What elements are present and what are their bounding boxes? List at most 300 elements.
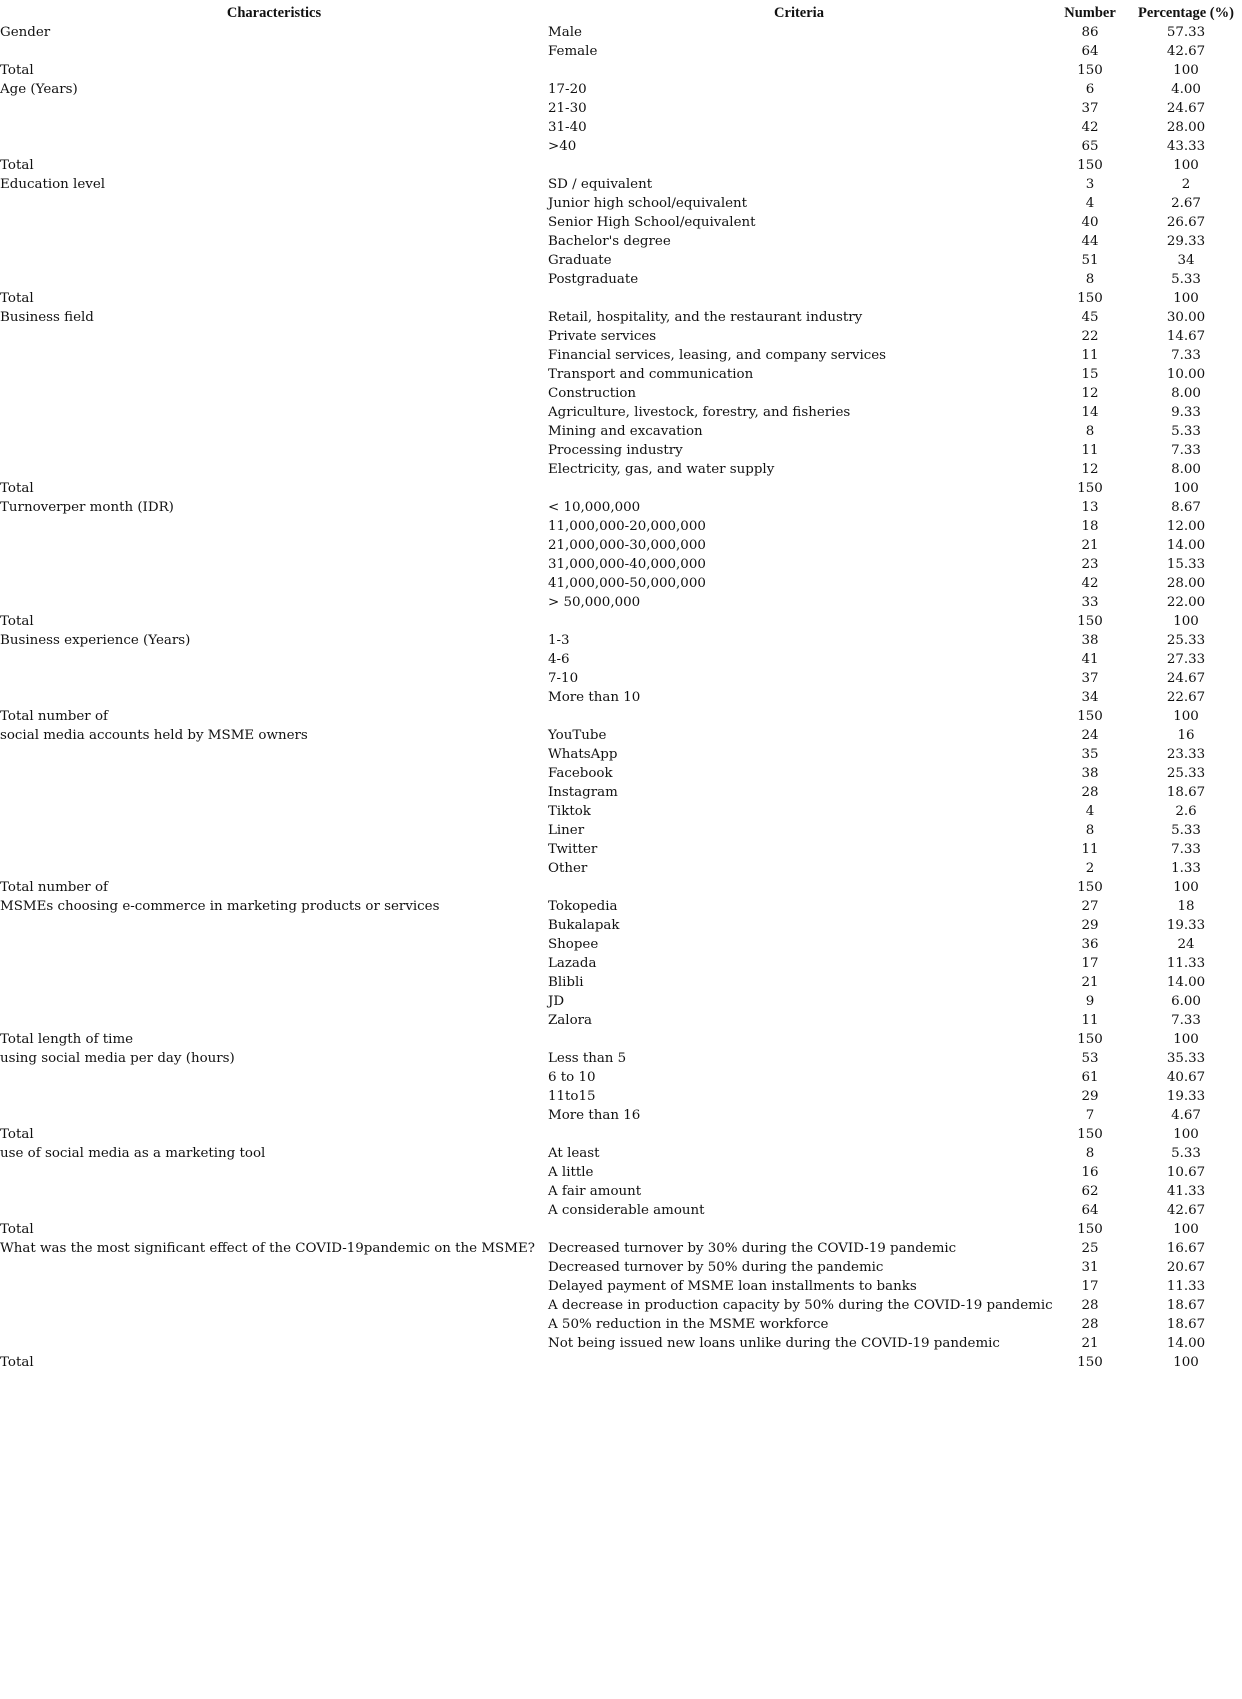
number-cell: 64 <box>1081 1203 1099 1218</box>
number-cell: 150 <box>1077 709 1103 724</box>
number-cell: 28 <box>1081 1298 1099 1313</box>
characteristic-cell <box>0 1163 548 1182</box>
number-cell: 13 <box>1081 500 1099 515</box>
criteria-cell: Construction <box>548 386 637 401</box>
percentage-cell: 12.00 <box>1166 519 1206 534</box>
percentage-cell: 42.67 <box>1166 44 1206 59</box>
percentage-cell: 8.67 <box>1171 500 1201 515</box>
criteria-cell: YouTube <box>548 728 607 743</box>
table-row <box>0 289 1242 308</box>
percentage-cell: 100 <box>1173 1032 1199 1047</box>
table-row <box>0 1182 1242 1201</box>
criteria-cell <box>548 156 1050 175</box>
criteria-cell: Not being issued new loans unlike during the COVID-19 pandemic <box>548 1336 1000 1351</box>
criteria-cell <box>548 1030 1050 1049</box>
criteria-cell: Decreased turnover by 50% during the pandemic <box>548 1260 884 1275</box>
number-cell: 53 <box>1081 1051 1099 1066</box>
criteria-cell: Zalora <box>548 1013 593 1028</box>
table-row <box>0 156 1242 175</box>
characteristic-cell <box>0 593 548 612</box>
number-cell: 8 <box>1085 823 1095 838</box>
characteristic-cell: Business field <box>0 310 94 325</box>
characteristic-cell <box>0 1106 548 1125</box>
criteria-cell: 4-6 <box>548 652 570 667</box>
table-row <box>0 973 1242 992</box>
number-cell: 16 <box>1081 1165 1099 1180</box>
percentage-cell: 10.67 <box>1166 1165 1206 1180</box>
number-cell: 28 <box>1081 785 1099 800</box>
characteristic-cell <box>0 517 548 536</box>
characteristic-cell <box>0 954 548 973</box>
percentage-cell: 24 <box>1177 937 1195 952</box>
characteristic-cell <box>0 99 548 118</box>
number-cell: 2 <box>1085 861 1095 876</box>
characteristic-cell <box>0 764 548 783</box>
table-row <box>0 859 1242 878</box>
number-cell: 35 <box>1081 747 1099 762</box>
criteria-cell: 11to15 <box>548 1089 596 1104</box>
table-row <box>0 536 1242 555</box>
percentage-cell: 11.33 <box>1166 1279 1206 1294</box>
table-row <box>0 878 1242 897</box>
table-row <box>0 1353 1242 1372</box>
number-cell: 150 <box>1077 614 1103 629</box>
percentage-cell: 100 <box>1173 709 1199 724</box>
criteria-cell: Facebook <box>548 766 613 781</box>
criteria-cell: Twitter <box>548 842 598 857</box>
number-cell: 15 <box>1081 367 1099 382</box>
criteria-cell <box>548 707 1050 726</box>
percentage-cell: 14.00 <box>1166 975 1206 990</box>
number-cell: 6 <box>1085 82 1095 97</box>
number-cell: 44 <box>1081 234 1099 249</box>
number-cell: 36 <box>1081 937 1099 952</box>
table-row <box>0 935 1242 954</box>
number-cell: 61 <box>1081 1070 1099 1085</box>
criteria-cell: 1-3 <box>548 633 570 648</box>
criteria-cell: A fair amount <box>548 1184 642 1199</box>
table-row <box>0 612 1242 631</box>
number-cell: 3 <box>1085 177 1095 192</box>
characteristic-cell <box>0 1258 548 1277</box>
table-row <box>0 555 1242 574</box>
characteristic-cell: Total length of time <box>0 1032 134 1047</box>
number-cell: 21 <box>1081 1336 1099 1351</box>
table-row <box>0 365 1242 384</box>
percentage-cell: 23.33 <box>1166 747 1206 762</box>
criteria-cell: Other <box>548 861 588 876</box>
criteria-cell: > 50,000,000 <box>548 595 641 610</box>
number-cell: 65 <box>1081 139 1099 154</box>
characteristic-cell: Total number of <box>0 880 108 895</box>
percentage-cell: 10.00 <box>1166 367 1206 382</box>
percentage-cell: 41.33 <box>1166 1184 1206 1199</box>
characteristic-cell: Education level <box>0 177 106 192</box>
characteristic-cell <box>0 403 548 422</box>
table-row <box>0 42 1242 61</box>
table-row <box>0 1087 1242 1106</box>
number-cell: 7 <box>1085 1108 1095 1123</box>
criteria-cell: 31,000,000-40,000,000 <box>548 557 706 572</box>
table-row <box>0 270 1242 289</box>
characteristic-cell <box>0 1334 548 1353</box>
criteria-cell: Retail, hospitality, and the restaurant industry <box>548 310 863 325</box>
criteria-cell: Delayed payment of MSME loan installments to banks <box>548 1279 917 1294</box>
respondent-characteristics-table <box>0 4 1242 1372</box>
percentage-cell: 28.00 <box>1166 120 1206 135</box>
table-body <box>0 23 1242 1372</box>
percentage-cell: 19.33 <box>1166 1089 1206 1104</box>
percentage-cell: 18.67 <box>1166 1317 1206 1332</box>
table-row <box>0 802 1242 821</box>
percentage-cell: 24.67 <box>1166 671 1206 686</box>
criteria-cell: A little <box>548 1165 594 1180</box>
table-row <box>0 346 1242 365</box>
percentage-cell: 35.33 <box>1166 1051 1206 1066</box>
criteria-cell: 17-20 <box>548 82 587 97</box>
table-row <box>0 669 1242 688</box>
criteria-cell: 41,000,000-50,000,000 <box>548 576 706 591</box>
characteristic-cell <box>0 118 548 137</box>
table-row <box>0 840 1242 859</box>
table-header-row <box>0 4 1242 23</box>
percentage-cell: 9.33 <box>1171 405 1201 420</box>
number-cell: 40 <box>1081 215 1099 230</box>
criteria-cell: At least <box>548 1146 600 1161</box>
number-cell: 62 <box>1081 1184 1099 1199</box>
percentage-cell: 40.67 <box>1166 1070 1206 1085</box>
percentage-cell: 100 <box>1173 880 1199 895</box>
criteria-cell: More than 16 <box>548 1108 641 1123</box>
number-cell: 150 <box>1077 1355 1103 1370</box>
header-characteristics: Characteristics <box>226 5 322 21</box>
criteria-cell: JD <box>548 994 565 1009</box>
percentage-cell: 27.33 <box>1166 652 1206 667</box>
characteristic-cell <box>0 441 548 460</box>
criteria-cell: Decreased turnover by 30% during the COVID-19 pandemic <box>548 1241 957 1256</box>
criteria-cell: Processing industry <box>548 443 683 458</box>
criteria-cell <box>548 479 1050 498</box>
percentage-cell: 100 <box>1173 291 1199 306</box>
characteristic-cell: Total <box>0 481 34 496</box>
percentage-cell: 7.33 <box>1171 842 1201 857</box>
characteristic-cell <box>0 536 548 555</box>
table-row <box>0 1315 1242 1334</box>
table-row <box>0 1106 1242 1125</box>
characteristic-cell <box>0 992 548 1011</box>
number-cell: 42 <box>1081 120 1099 135</box>
table-row <box>0 745 1242 764</box>
percentage-cell: 100 <box>1173 158 1199 173</box>
characteristic-cell: Age (Years) <box>0 82 78 97</box>
criteria-cell: Transport and communication <box>548 367 754 382</box>
criteria-cell: Less than 5 <box>548 1051 627 1066</box>
number-cell: 11 <box>1081 1013 1099 1028</box>
percentage-cell: 2.67 <box>1171 196 1201 211</box>
percentage-cell: 29.33 <box>1166 234 1206 249</box>
number-cell: 4 <box>1085 196 1095 211</box>
criteria-cell: Bukalapak <box>548 918 620 933</box>
characteristic-cell: Turnoverper month (IDR) <box>0 500 174 515</box>
criteria-cell: Graduate <box>548 253 612 268</box>
percentage-cell: 2.6 <box>1175 804 1197 819</box>
criteria-cell: Senior High School/equivalent <box>548 215 756 230</box>
number-cell: 42 <box>1081 576 1099 591</box>
table-row <box>0 175 1242 194</box>
table-row <box>0 118 1242 137</box>
characteristic-cell <box>0 935 548 954</box>
number-cell: 31 <box>1081 1260 1099 1275</box>
number-cell: 28 <box>1081 1317 1099 1332</box>
number-cell: 33 <box>1081 595 1099 610</box>
characteristic-cell <box>0 802 548 821</box>
table-row <box>0 897 1242 916</box>
number-cell: 34 <box>1081 690 1099 705</box>
number-cell: 150 <box>1077 291 1103 306</box>
table-row <box>0 194 1242 213</box>
table-row <box>0 707 1242 726</box>
table-row <box>0 1049 1242 1068</box>
number-cell: 150 <box>1077 158 1103 173</box>
percentage-cell: 11.33 <box>1166 956 1206 971</box>
number-cell: 37 <box>1081 101 1099 116</box>
percentage-cell: 16 <box>1177 728 1195 743</box>
number-cell: 51 <box>1081 253 1099 268</box>
characteristic-cell <box>0 384 548 403</box>
characteristic-cell <box>0 821 548 840</box>
percentage-cell: 5.33 <box>1171 272 1201 287</box>
table-row <box>0 61 1242 80</box>
criteria-cell: More than 10 <box>548 690 641 705</box>
criteria-cell: Lazada <box>548 956 597 971</box>
characteristic-cell: Total <box>0 1222 34 1237</box>
number-cell: 38 <box>1081 633 1099 648</box>
characteristic-cell <box>0 688 548 707</box>
table-row <box>0 327 1242 346</box>
number-cell: 14 <box>1081 405 1099 420</box>
characteristic-cell <box>0 574 548 593</box>
table-row <box>0 384 1242 403</box>
table-row <box>0 1125 1242 1144</box>
criteria-cell: Electricity, gas, and water supply <box>548 462 775 477</box>
table-row <box>0 498 1242 517</box>
percentage-cell: 14.00 <box>1166 538 1206 553</box>
number-cell: 8 <box>1085 424 1095 439</box>
number-cell: 17 <box>1081 956 1099 971</box>
criteria-cell: 11,000,000-20,000,000 <box>548 519 706 534</box>
table-row <box>0 1334 1242 1353</box>
characteristic-cell <box>0 1201 548 1220</box>
characteristic-cell <box>0 555 548 574</box>
characteristic-cell <box>0 422 548 441</box>
table-row <box>0 1163 1242 1182</box>
percentage-cell: 8.00 <box>1171 462 1201 477</box>
criteria-cell: Financial services, leasing, and company services <box>548 348 887 363</box>
percentage-cell: 16.67 <box>1166 1241 1206 1256</box>
table-row <box>0 764 1242 783</box>
number-cell: 23 <box>1081 557 1099 572</box>
number-cell: 17 <box>1081 1279 1099 1294</box>
criteria-cell: Bachelor's degree <box>548 234 671 249</box>
criteria-cell: Male <box>548 25 582 40</box>
percentage-cell: 34 <box>1177 253 1195 268</box>
criteria-cell <box>548 289 1050 308</box>
characteristic-cell <box>0 1277 548 1296</box>
percentage-cell: 6.00 <box>1171 994 1201 1009</box>
characteristic-cell <box>0 916 548 935</box>
criteria-cell: 31-40 <box>548 120 587 135</box>
table-row <box>0 783 1242 802</box>
criteria-cell: Tokopedia <box>548 899 618 914</box>
table-row <box>0 80 1242 99</box>
characteristic-cell: Total <box>0 158 34 173</box>
percentage-cell: 18.67 <box>1166 1298 1206 1313</box>
percentage-cell: 4.00 <box>1171 82 1201 97</box>
table-row <box>0 517 1242 536</box>
number-cell: 64 <box>1081 44 1099 59</box>
table-row <box>0 631 1242 650</box>
percentage-cell: 24.67 <box>1166 101 1206 116</box>
percentage-cell: 15.33 <box>1166 557 1206 572</box>
table-row <box>0 460 1242 479</box>
characteristic-cell <box>0 137 548 156</box>
characteristic-cell <box>0 346 548 365</box>
table-row <box>0 137 1242 156</box>
percentage-cell: 14.67 <box>1166 329 1206 344</box>
percentage-cell: 43.33 <box>1166 139 1206 154</box>
percentage-cell: 100 <box>1173 1127 1199 1142</box>
table-row <box>0 593 1242 612</box>
number-cell: 22 <box>1081 329 1099 344</box>
characteristic-cell <box>0 365 548 384</box>
number-cell: 150 <box>1077 481 1103 496</box>
table-row <box>0 479 1242 498</box>
table-row <box>0 213 1242 232</box>
percentage-cell: 4.67 <box>1171 1108 1201 1123</box>
table-row <box>0 1201 1242 1220</box>
percentage-cell: 19.33 <box>1166 918 1206 933</box>
percentage-cell: 18 <box>1177 899 1195 914</box>
percentage-cell: 18.67 <box>1166 785 1206 800</box>
characteristic-cell: Total <box>0 63 34 78</box>
criteria-cell: >40 <box>548 139 577 154</box>
criteria-cell <box>548 1125 1050 1144</box>
characteristic-cell <box>0 213 548 232</box>
percentage-cell: 100 <box>1173 1355 1199 1370</box>
characteristic-cell <box>0 251 548 270</box>
table-row <box>0 1011 1242 1030</box>
criteria-cell: < 10,000,000 <box>548 500 641 515</box>
table-row <box>0 308 1242 327</box>
table-row <box>0 441 1242 460</box>
criteria-cell: 21-30 <box>548 101 587 116</box>
table-row <box>0 821 1242 840</box>
percentage-cell: 14.00 <box>1166 1336 1206 1351</box>
percentage-cell: 1.33 <box>1171 861 1201 876</box>
table-row <box>0 23 1242 42</box>
number-cell: 12 <box>1081 386 1099 401</box>
number-cell: 24 <box>1081 728 1099 743</box>
table-row <box>0 688 1242 707</box>
table-row <box>0 1258 1242 1277</box>
criteria-cell <box>548 878 1050 897</box>
percentage-cell: 7.33 <box>1171 1013 1201 1028</box>
characteristic-cell: use of social media as a marketing tool <box>0 1146 266 1161</box>
header-number: Number <box>1064 5 1116 21</box>
characteristic-cell <box>0 973 548 992</box>
criteria-cell: SD / equivalent <box>548 177 653 192</box>
number-cell: 25 <box>1081 1241 1099 1256</box>
criteria-cell: Mining and excavation <box>548 424 703 439</box>
criteria-cell: 6 to 10 <box>548 1070 596 1085</box>
criteria-cell: Private services <box>548 329 657 344</box>
number-cell: 8 <box>1085 1146 1095 1161</box>
percentage-cell: 5.33 <box>1171 424 1201 439</box>
criteria-cell: A 50% reduction in the MSME workforce <box>548 1317 829 1332</box>
table-row <box>0 1296 1242 1315</box>
table-row <box>0 232 1242 251</box>
number-cell: 11 <box>1081 842 1099 857</box>
percentage-cell: 100 <box>1173 614 1199 629</box>
characteristic-cell: Total <box>0 1355 34 1370</box>
number-cell: 11 <box>1081 348 1099 363</box>
number-cell: 12 <box>1081 462 1099 477</box>
characteristic-cell <box>0 650 548 669</box>
characteristic-cell: What was the most significant effect of the COVID-19pandemic on the MSME? <box>0 1241 535 1256</box>
criteria-cell: Agriculture, livestock, forestry, and fisheries <box>548 405 851 420</box>
table-row <box>0 1030 1242 1049</box>
number-cell: 150 <box>1077 880 1103 895</box>
characteristic-cell <box>0 460 548 479</box>
percentage-cell: 30.00 <box>1166 310 1206 325</box>
characteristic-cell: MSMEs choosing e-commerce in marketing products or services <box>0 899 440 914</box>
percentage-cell: 100 <box>1173 481 1199 496</box>
characteristic-cell <box>0 669 548 688</box>
number-cell: 18 <box>1081 519 1099 534</box>
criteria-cell: Blibli <box>548 975 584 990</box>
characteristic-cell <box>0 859 548 878</box>
number-cell: 4 <box>1085 804 1095 819</box>
characteristic-cell <box>0 840 548 859</box>
table-row <box>0 1068 1242 1087</box>
table-row <box>0 403 1242 422</box>
percentage-cell: 42.67 <box>1166 1203 1206 1218</box>
number-cell: 29 <box>1081 1089 1099 1104</box>
criteria-cell: A considerable amount <box>548 1203 705 1218</box>
percentage-cell: 28.00 <box>1166 576 1206 591</box>
number-cell: 27 <box>1081 899 1099 914</box>
percentage-cell: 5.33 <box>1171 823 1201 838</box>
percentage-cell: 2 <box>1181 177 1191 192</box>
table-row <box>0 1277 1242 1296</box>
criteria-cell: A decrease in production capacity by 50% during the COVID-19 pandemic <box>548 1298 1053 1313</box>
number-cell: 150 <box>1077 1127 1103 1142</box>
characteristic-cell: Gender <box>0 25 51 40</box>
characteristic-cell <box>0 1011 548 1030</box>
number-cell: 8 <box>1085 272 1095 287</box>
table-row <box>0 1239 1242 1258</box>
characteristic-cell: Total <box>0 291 34 306</box>
criteria-cell <box>548 1353 1050 1372</box>
percentage-cell: 22.00 <box>1166 595 1206 610</box>
criteria-cell <box>548 61 1050 80</box>
criteria-cell: Instagram <box>548 785 618 800</box>
criteria-cell: Tiktok <box>548 804 591 819</box>
criteria-cell: 7-10 <box>548 671 579 686</box>
table-row <box>0 954 1242 973</box>
criteria-cell: WhatsApp <box>548 747 618 762</box>
characteristic-cell: Total <box>0 614 34 629</box>
